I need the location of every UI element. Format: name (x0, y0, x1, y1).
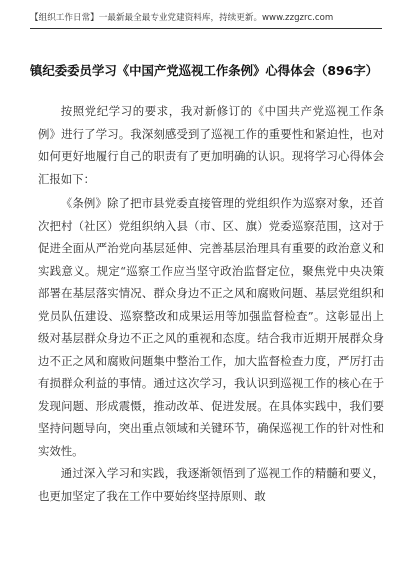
document-title: 镇纪委委员学习《中国产党巡视工作条例》心得体会（896字） (30, 63, 379, 78)
paragraph-intro: 按照党纪学习的要求，我对新修订的《中国共产党巡视工作条例》进行了学习。我深刻感受到了巡视工作的重要性和紧迫性，也对如何更好地履行自己的职责有了更加明确的认识。现将学习心得体会汇报如下： (38, 104, 384, 186)
paragraph-regulation: 《条例》除了把市县党委直接管理的党组织作为巡察对象，还首次把村（社区）党组织纳入县（市、区、旗）党委巡察范围，这对于促进全面从严治党向基层延伸、完善基层治理具有重要的政治意义和实践意义。规定“巡察工作应当坚守政治监督定位，聚焦党中央决策部署在基层落实情况、群众身边不正之风和腐败问题、基层党组织和党员队伍建设、巡察整改和成果运用等加强监督检查”。这彰显出上级对基层群众身边不正之风的重视和态度。结合我市近期开展群众身边不正之风和腐败问题集中整治工作，加大监督检查力度，严厉打击有损群众利益的事情。通过这次学习，我认识到巡视工作的核心在于发现问题、形成震慑，推动改革、促进发展。在具体实践中，我们要坚持问题导向，突出重点领域和关键环节，确保巡视工作的针对性和实效性。 (38, 196, 384, 458)
paragraph-practice: 通过深入学习和实践，我逐渐领悟到了巡视工作的精髓和要义，也更加坚定了我在工作中要始终坚持原则、敢 (38, 466, 384, 503)
header-divider (30, 28, 382, 29)
page-header: 【组织工作日常】一最新最全最专业党建资料库，持续更新。www.zzgzrc.com (30, 13, 334, 23)
document-body (38, 100, 384, 507)
